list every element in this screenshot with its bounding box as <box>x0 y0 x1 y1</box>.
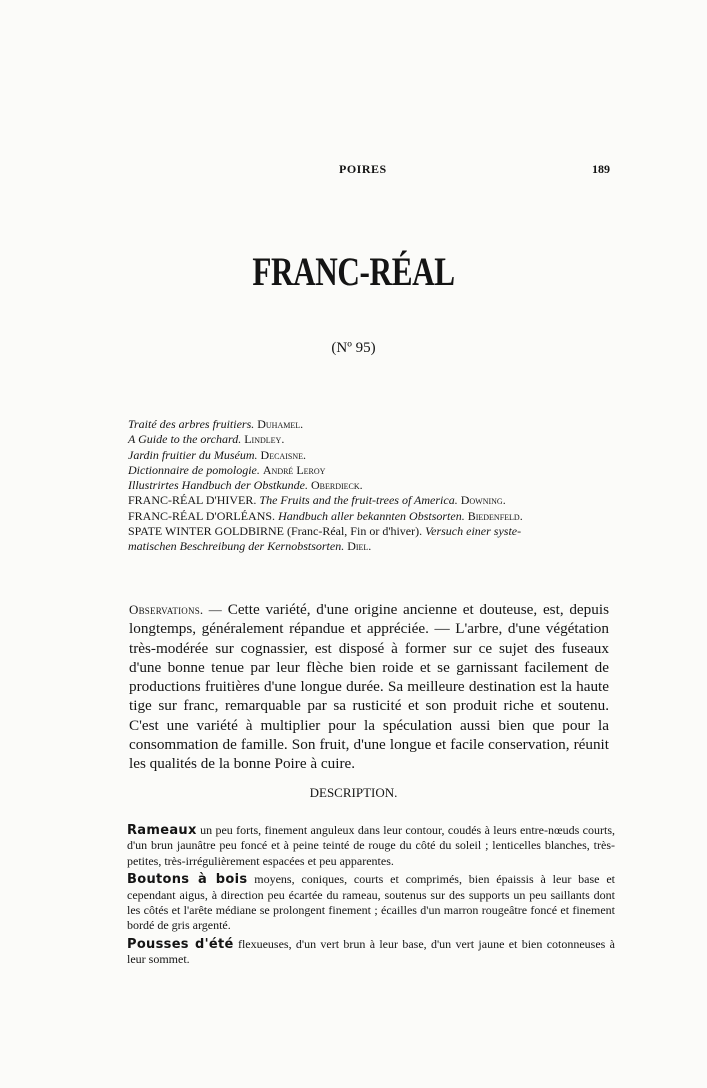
description-term: Pousses d'été <box>127 936 234 952</box>
description-item: Rameaux un peu forts, finement anguleux dans leur contour, coudés à leurs entre-nœuds courts, d'un brun jaunâtre peu foncé et à peine teinté de rouge du côté du soleil ; lenticelles blanches, très-petites, très-irrégulièrement espacées et peu apparentes. <box>127 823 616 868</box>
description-list <box>127 823 615 971</box>
observations-paragraph <box>129 600 609 774</box>
reference-line: Dictionnaire de pomologie. André Leroy <box>128 462 326 477</box>
reference-line: SPATE WINTER GOLDBIRNE (Franc-Réal, Fin or d'hiver). Versuch einer syste- <box>128 524 522 539</box>
bibliography <box>128 417 648 555</box>
reference-line: Illustrirtes Handbuch der Obstkunde. Oberdieck. <box>128 478 363 493</box>
running-title: POIRES <box>339 162 387 176</box>
reference-line: FRANC-RÉAL D'HIVER. The Fruits and the fruit-trees of America. Downing. <box>128 493 506 508</box>
reference-line: Traité des arbres fruitiers. Duhamel. <box>128 417 304 431</box>
page-number: 189 <box>592 162 610 176</box>
observations-label: Observations. — <box>129 602 222 617</box>
description-term: Rameaux <box>127 823 197 838</box>
description-item: Pousses d'été flexueuses, d'un vert brun à leur base, d'un vert jaune et bien cotonneuses à leur sommet. <box>127 936 615 967</box>
observations-text: Cette variété, d'une origine ancienne et douteuse, est, depuis longtemps, généralement répandue et appréciée. — L'arbre, d'une végétation très-modérée sur cognassier, est disposé à former sur ce sujet des fuseaux d'une bonne tenue par leur flèche bien roide et se garnissant facilement de productions fruitières d'une longue durée. Sa meilleure destination est la haute tige sur franc, remarquable par sa rusticité et son produit riche et soutenu. C'est une variété à multiplier pour la spéculation aussi bien que pour la consommation de famille. Son fruit, d'une longue et facile conservation, réunit les qualités de la bonne Poire à cuire. <box>129 601 609 773</box>
variety-title: FRANC-RÉAL <box>252 249 455 294</box>
reference-line: FRANC-RÉAL D'ORLÉANS. Handbuch aller bekannten Obstsorten. Biedenfeld. <box>128 508 523 523</box>
description-heading: DESCRIPTION. <box>309 785 398 800</box>
reference-line: Jardin fruitier du Muséum. Decaisne. <box>128 447 306 462</box>
reference-line: A Guide to the orchard. Lindley. <box>128 432 285 447</box>
variety-number: (Nº 95) <box>331 340 376 356</box>
description-term: Boutons à bois <box>127 872 248 888</box>
description-item: Boutons à bois moyens, coniques, courts et comprimés, bien épaissis à leur base et cependant aigus, à direction peu écartée du rameau, soutenus sur des supports un peu saillants dont les côtés et l'arête médiane se prolongent finement ; écailles d'un marron rougeâtre foncé et finement bordé de gris argenté. <box>127 872 615 933</box>
reference-line: matischen Beschreibung der Kernobstsorten. Diel. <box>128 539 372 554</box>
